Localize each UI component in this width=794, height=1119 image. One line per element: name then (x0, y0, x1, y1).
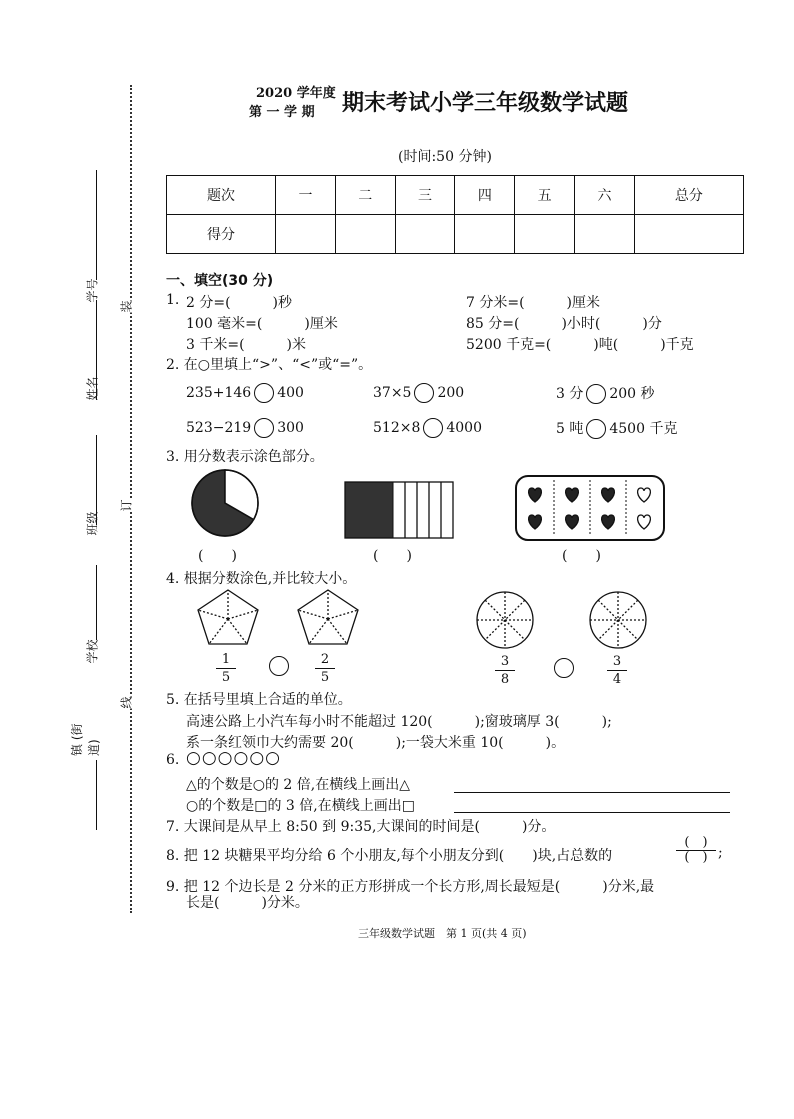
q9-line-2: 长是( )分米。 (186, 895, 309, 911)
compare-circle[interactable] (554, 658, 574, 678)
q6-line-1: △的个数是○的 2 倍,在横线上画出△ (186, 777, 411, 793)
score-input-cell[interactable] (575, 215, 635, 254)
q1-item-e: 3 千米=( )米 (186, 337, 307, 353)
q1-item-c: 100 毫米=( )厘米 (186, 316, 338, 332)
q3-answer-3[interactable]: ( ) (562, 548, 601, 564)
q7-text: 7. 大课间是从早上 8:50 到 9:35,大课间的时间是( )分。 (166, 819, 556, 835)
q8-fraction-blank[interactable]: ( ) ( ) (676, 836, 716, 865)
score-table-cell: 题次 (167, 176, 276, 215)
q2-compare-1 (186, 383, 304, 403)
q2-compare-2 (373, 383, 464, 403)
compare-right: 200 秒 (609, 386, 655, 402)
q3-pie-figure (190, 468, 260, 538)
score-input-cell[interactable] (335, 215, 395, 254)
compare-right: 200 (437, 385, 465, 401)
q6-line-2: ○的个数是□的 3 倍,在横线上画出□ (186, 798, 415, 814)
compare-left: 512×8 (373, 420, 421, 436)
exam-time: (时间:50 分钟) (398, 149, 492, 165)
compare-right: 300 (277, 420, 304, 436)
student-id-label: 学号 (85, 278, 100, 303)
compare-right: 400 (277, 385, 304, 401)
fraction-numerator: 3 (612, 654, 622, 669)
q4-circle-eighths-2[interactable] (588, 590, 648, 650)
q1-number: 1. (166, 292, 180, 308)
school-label: 学校 (85, 639, 100, 664)
fraction-numerator: 1 (221, 652, 231, 667)
fraction-denominator: 5 (320, 670, 330, 685)
q3-answer-2[interactable]: ( ) (373, 548, 412, 564)
seal-ding: 订 (119, 499, 134, 512)
class-label: 班级 (85, 511, 100, 536)
q2-compare-3 (556, 383, 655, 404)
compare-left: 5 吨 (556, 421, 584, 437)
q2-compare-4 (186, 418, 304, 438)
q8-text: 8. 把 12 块糖果平均分给 6 个小朋友,每个小朋友分到( )块,占总数的 (166, 848, 613, 864)
header-year: 2020 学年度 (256, 86, 336, 101)
score-table-cell: 三 (395, 176, 455, 215)
sidebar-town (70, 680, 106, 830)
q5-text: 5. 在括号里填上合适的单位。 (166, 692, 352, 708)
score-table-header-row (167, 176, 744, 215)
compare-circle[interactable] (586, 419, 606, 439)
sidebar-student-id (85, 170, 106, 303)
q8-semicolon: ; (718, 845, 723, 861)
compare-circle[interactable] (414, 383, 434, 403)
q9-line-1: 9. 把 12 个边长是 2 分米的正方形拼成一个长方形,周长最短是( )分米,最 (166, 879, 655, 895)
score-input-cell[interactable] (395, 215, 455, 254)
q3-rectangle-figure (343, 480, 455, 540)
fraction-1 (214, 652, 238, 685)
compare-right: 4000 (446, 420, 482, 436)
q1-item-a: 2 分=( )秒 (186, 295, 293, 311)
q2-compare-6 (556, 418, 677, 439)
q6-answer-line-1[interactable] (454, 792, 730, 793)
q4-pentagon-1[interactable] (196, 588, 260, 646)
q2-text: 2. 在○里填上“>”、“<”或“=”。 (166, 357, 373, 373)
q3-text: 3. 用分数表示涂色部分。 (166, 449, 324, 465)
header-semester: 第 一 学 期 (249, 105, 315, 120)
rect-shaded-part (345, 482, 393, 538)
fraction-3 (493, 654, 517, 687)
fraction-2 (313, 652, 337, 685)
compare-circle[interactable] (254, 383, 274, 403)
score-table-cell: 五 (515, 176, 575, 215)
q4-text: 4. 根据分数涂色,并比较大小。 (166, 571, 357, 587)
q1-item-d: 85 分=( )小时( )分 (466, 316, 662, 332)
score-table-cell: 四 (455, 176, 515, 215)
compare-circle[interactable] (269, 656, 289, 676)
q4-pentagon-2[interactable] (296, 588, 360, 646)
compare-left: 523−219 (186, 420, 252, 436)
sidebar-school (86, 565, 106, 675)
compare-left: 37×5 (373, 385, 412, 401)
q1-item-b: 7 分米=( )厘米 (466, 295, 601, 311)
score-table-cell: 二 (335, 176, 395, 215)
score-table-score-row (167, 215, 744, 254)
seal-zhuang: 装 (119, 300, 134, 313)
q3-answer-1[interactable]: ( ) (198, 548, 237, 564)
section-title: 一、填空(30 分) (166, 273, 274, 289)
score-table-cell: 六 (575, 176, 635, 215)
q1-item-f: 5200 千克=( )吨( )千克 (466, 337, 694, 353)
fraction-numerator: 2 (320, 652, 330, 667)
town-label: 镇 (街道) (70, 723, 101, 756)
score-input-cell[interactable] (455, 215, 515, 254)
compare-left: 235+146 (186, 385, 252, 401)
q2-compare-5 (373, 418, 482, 438)
fraction-4 (605, 654, 629, 687)
page-footer: 三年级数学试题 第 1 页(共 4 页) (358, 927, 527, 940)
q6-circles: ○○○○○○ (186, 748, 282, 768)
q4-circle-eighths[interactable] (475, 590, 535, 650)
q6-number: 6. (166, 752, 180, 768)
compare-circle[interactable] (586, 384, 606, 404)
compare-circle[interactable] (254, 418, 274, 438)
name-label: 姓名 (85, 376, 100, 401)
fraction-numerator: 3 (500, 654, 510, 669)
score-input-cell[interactable] (515, 215, 575, 254)
score-table (166, 175, 744, 254)
score-row-label: 得分 (167, 215, 276, 254)
seal-xian: 线 (119, 696, 134, 709)
page-title: 期末考试小学三年级数学试题 (342, 91, 629, 116)
score-input-cell[interactable] (276, 215, 336, 254)
compare-right: 4500 千克 (609, 421, 678, 437)
fraction-denominator: 4 (612, 672, 622, 687)
score-input-cell[interactable] (634, 215, 743, 254)
score-table-cell: 一 (276, 176, 336, 215)
q6-answer-line-2[interactable] (454, 812, 730, 813)
q5-line-1: 高速公路上小汽车每小时不能超过 120( );窗玻璃厚 3( ); (186, 714, 612, 730)
q5-line-2: 系一条红领巾大约需要 20( );一袋大米重 10( )。 (186, 735, 566, 751)
sidebar-name (86, 300, 106, 430)
fraction-denominator: 8 (500, 672, 510, 687)
sidebar-class (86, 435, 106, 565)
compare-left: 3 分 (556, 386, 584, 402)
fraction-denominator: 5 (221, 670, 231, 685)
q3-hearts-figure (514, 474, 666, 542)
compare-circle[interactable] (423, 418, 443, 438)
score-table-cell: 总分 (634, 176, 743, 215)
